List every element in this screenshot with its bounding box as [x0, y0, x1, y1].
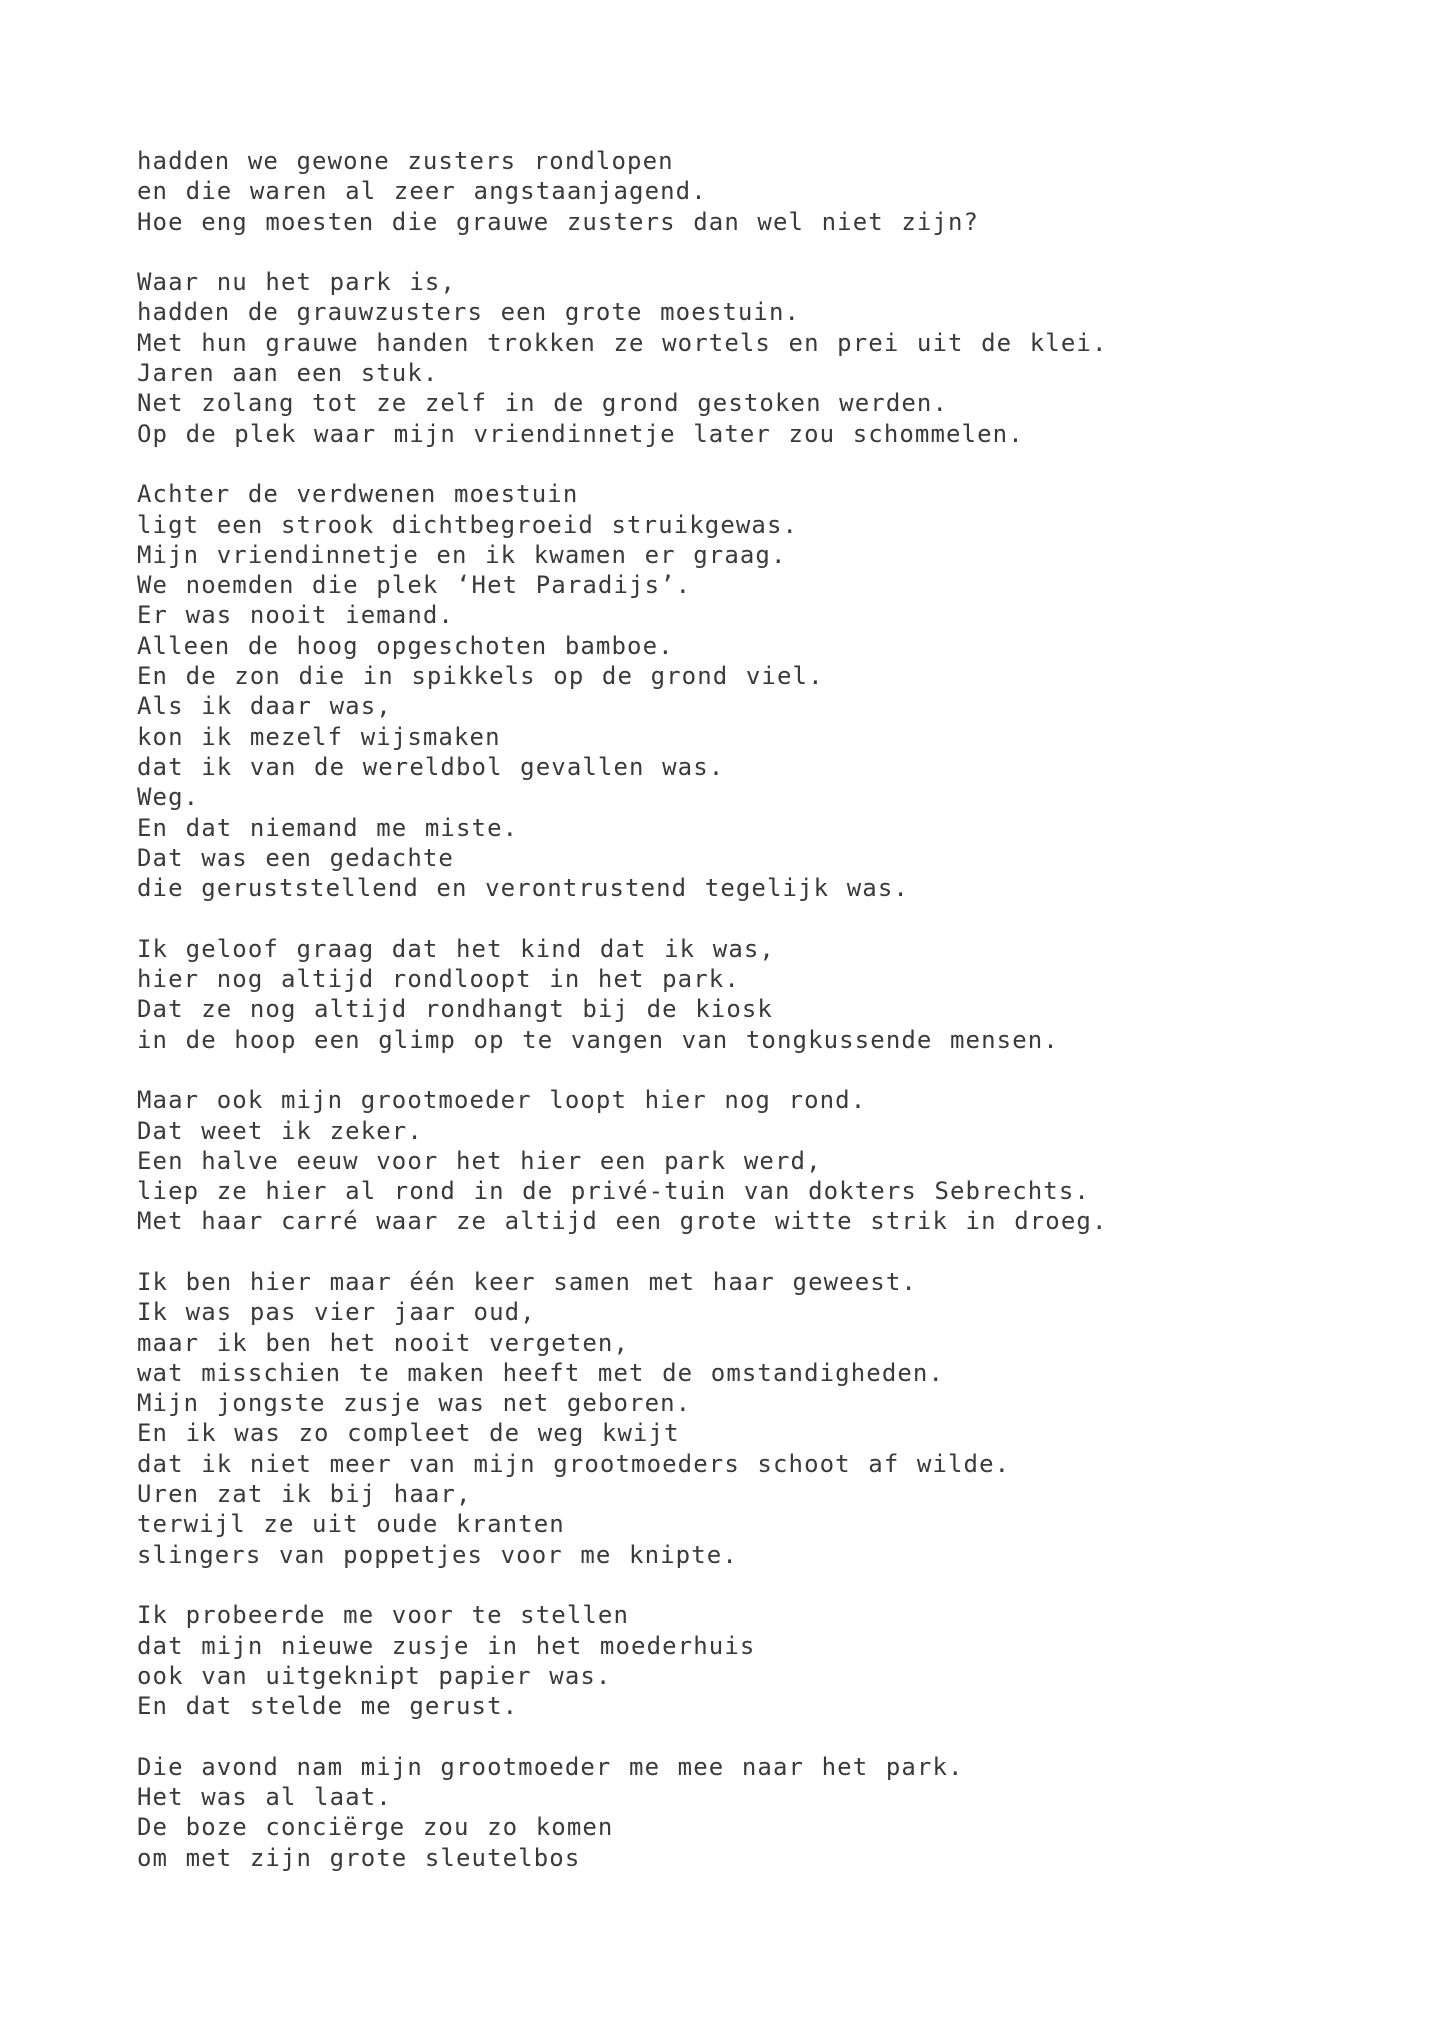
- text-line: maar ik ben het nooit vergeten,: [137, 1328, 630, 1357]
- stanza: [137, 934, 1337, 1055]
- text-line: Achter de verdwenen moestuin: [137, 480, 579, 509]
- text-line: kon ik mezelf wijsmaken: [137, 722, 501, 751]
- text-line: Het was al laat.: [137, 1783, 392, 1812]
- text-line: Mijn jongste zusje was net geboren.: [137, 1389, 692, 1418]
- text-line: En de zon die in spikkels op de grond viel.: [137, 662, 824, 691]
- text-line: die geruststellend en verontrustend tegelijk was.: [137, 874, 909, 903]
- text-line: Er was nooit iemand.: [137, 601, 454, 630]
- text-line: in de hoop een glimp op te vangen van tongkussende mensen.: [137, 1025, 1059, 1054]
- text-line: Maar ook mijn grootmoeder loopt hier nog rond.: [137, 1086, 867, 1115]
- text-line: Alleen de hoog opgeschoten bamboe.: [137, 631, 674, 660]
- text-line: Weg.: [137, 783, 200, 812]
- text-line: Net zolang tot ze zelf in de grond gestoken werden.: [137, 389, 949, 418]
- stanza: [137, 146, 1337, 237]
- text-line: Hoe eng moesten die grauwe zusters dan wel niet zijn?: [137, 207, 980, 236]
- text-line: En dat stelde me gerust.: [137, 1692, 519, 1721]
- stanza: [137, 1752, 1337, 1873]
- text-line: Als ik daar was,: [137, 692, 392, 721]
- text-line: terwijl ze uit oude kranten: [137, 1510, 565, 1539]
- stanza: [137, 479, 1337, 903]
- poem-text: [137, 146, 1337, 1873]
- text-line: We noemden die plek ‘Het Paradijs’.: [137, 571, 692, 600]
- text-line: dat ik niet meer van mijn grootmoeders schoot af wilde.: [137, 1449, 1011, 1478]
- text-line: slingers van poppetjes voor me knipte.: [137, 1540, 738, 1569]
- text-line: De boze conciërge zou zo komen: [137, 1813, 614, 1842]
- text-line: dat ik van de wereldbol gevallen was.: [137, 752, 725, 781]
- stanza: [137, 1085, 1337, 1236]
- text-line: Jaren aan een stuk.: [137, 359, 439, 388]
- text-line: dat mijn nieuwe zusje in het moederhuis: [137, 1631, 756, 1660]
- text-line: Dat ze nog altijd rondhangt bij de kiosk: [137, 995, 773, 1024]
- text-line: Waar nu het park is,: [137, 268, 456, 297]
- text-line: Mijn vriendinnetje en ik kwamen er graag.: [137, 540, 787, 569]
- text-line: En dat niemand me miste.: [137, 813, 519, 842]
- text-line: hier nog altijd rondloopt in het park.: [137, 965, 740, 994]
- text-line: hadden de grauwzusters een grote moestuin.: [137, 298, 801, 327]
- text-line: Met hun grauwe handen trokken ze wortels en prei uit de klei.: [137, 328, 1108, 357]
- text-line: Dat weet ik zeker.: [137, 1116, 423, 1145]
- text-line: liep ze hier al rond in de privé-tuin van dokters Sebrechts.: [137, 1177, 1090, 1206]
- text-line: Die avond nam mijn grootmoeder me mee naar het park.: [137, 1752, 964, 1781]
- text-line: ook van uitgeknipt papier was.: [137, 1661, 612, 1690]
- text-line: en die waren al zeer angstaanjagend.: [137, 177, 707, 206]
- text-line: Ik was pas vier jaar oud,: [137, 1298, 536, 1327]
- text-line: En ik was zo compleet de weg kwijt: [137, 1419, 680, 1448]
- text-line: om met zijn grote sleutelbos: [137, 1843, 581, 1872]
- text-line: hadden we gewone zusters rondlopen: [137, 147, 674, 175]
- text-line: Ik ben hier maar één keer samen met haar geweest.: [137, 1267, 917, 1296]
- text-line: Ik probeerde me voor te stellen: [137, 1601, 630, 1630]
- stanza: [137, 267, 1337, 449]
- text-line: Uren zat ik bij haar,: [137, 1480, 472, 1509]
- text-line: ligt een strook dichtbegroeid struikgewas.: [137, 510, 799, 539]
- text-line: Met haar carré waar ze altijd een grote witte strik in droeg.: [137, 1207, 1108, 1236]
- stanza: [137, 1600, 1337, 1721]
- text-line: Ik geloof graag dat het kind dat ik was,: [137, 934, 775, 963]
- text-line: wat misschien te maken heeft met de omstandigheden.: [137, 1358, 945, 1387]
- text-line: Op de plek waar mijn vriendinnetje later zou schommelen.: [137, 419, 1024, 448]
- stanza: [137, 1267, 1337, 1570]
- text-line: Dat was een gedachte: [137, 843, 454, 872]
- text-line: Een halve eeuw voor het hier een park werd,: [137, 1146, 822, 1175]
